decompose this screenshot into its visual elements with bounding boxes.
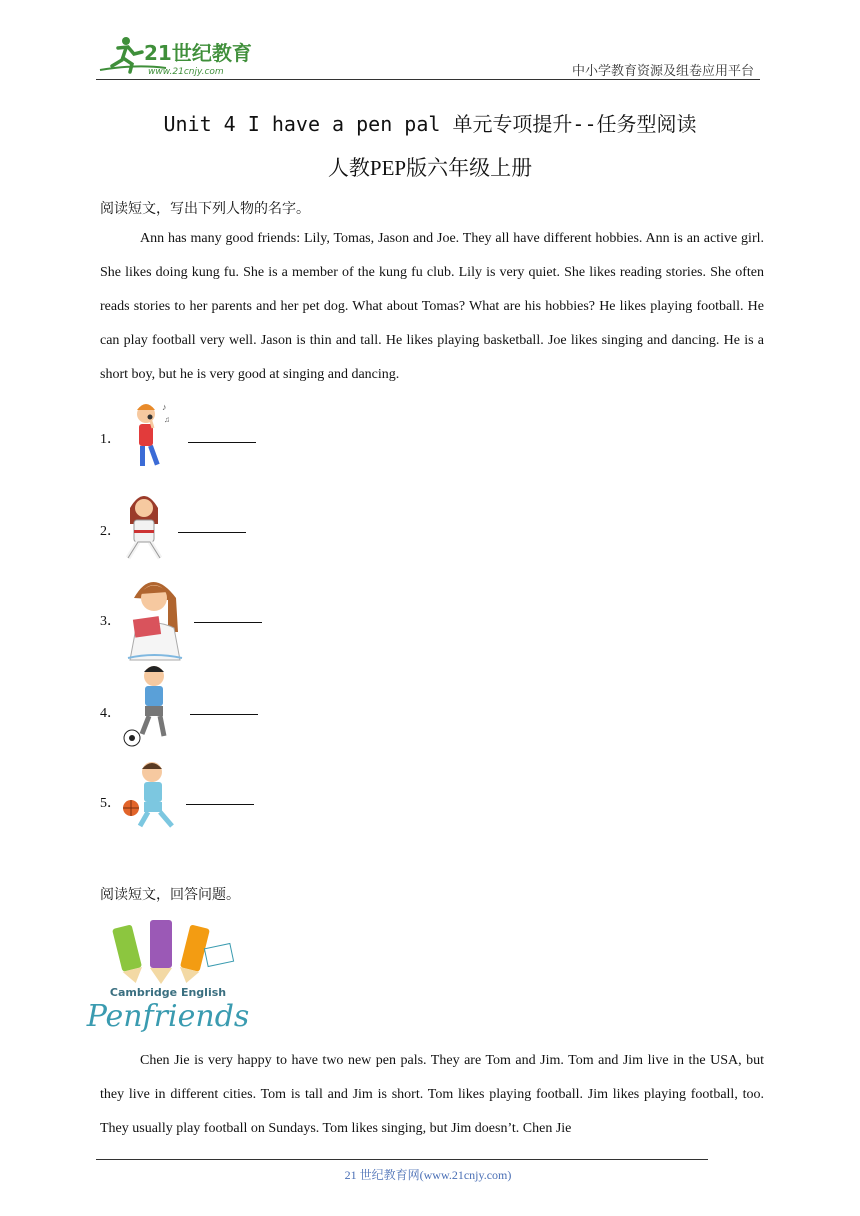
singing-boy-icon: [122, 400, 174, 476]
answer-blank-3[interactable]: [194, 622, 262, 623]
question-number: 5．: [100, 796, 121, 811]
svg-text:www.21cnjy.com: www.21cnjy.com: [148, 67, 224, 77]
svg-text:Penfriends: Penfriends: [86, 999, 250, 1034]
footer-divider: [96, 1159, 708, 1160]
section2-instruction: 阅读短文，回答问题。: [100, 888, 240, 903]
21cnjy-logo: [96, 34, 266, 78]
section1-instruction: 阅读短文，写出下列人物的名字。: [100, 202, 310, 217]
svg-text:♪: ♪: [162, 402, 167, 412]
question-number: 3．: [100, 614, 121, 629]
football-boy-icon: [120, 664, 180, 748]
footer-text[interactable]: 21 世纪教育网(www.21cnjy.com): [344, 1168, 512, 1182]
section1-passage: Ann has many good friends: Lily, Tomas, Jason and Joe. They all have different hobbies. Ann is an active girl. She likes doing kung fu. She is a member of the kung fu club. Lily is very quiet. She likes reading stories. She often reads stories to her parents and her pet dog. What about Tomas? What are his hobbies? He likes playing football. He can play football very well. Jason is thin and tall. He likes playing basketball. Joe likes singing and dancing. He is a short boy, but he is very good at singing and dancing.: [100, 231, 764, 382]
question-number: 2．: [100, 524, 121, 539]
section2-passage: Chen Jie is very happy to have two new pen pals. They are Tom and Jim. Tom and Jim live in the USA, but they live in different cities. Tom is tall and Jim is short. Tom likes playing football. Jim likes playing football, too. They usually play football on Sundays. Tom likes singing, but Jim doesn’t. Chen Jie: [100, 1053, 764, 1136]
platform-name: 中小学教育资源及组卷应用平台: [571, 63, 754, 78]
header-divider: [96, 79, 760, 80]
reading-girl-icon: [122, 572, 184, 660]
answer-blank-5[interactable]: [186, 804, 254, 805]
worksheet-title: Unit 4 I have a pen pal 单元专项提升--任务型阅读: [163, 112, 697, 136]
basketball-boy-icon: [120, 760, 182, 832]
answer-blank-2[interactable]: [178, 532, 246, 533]
svg-text:Cambridge English: Cambridge English: [109, 986, 227, 999]
page-header: [96, 30, 758, 80]
worksheet-subtitle: 人教PEP版六年级上册: [327, 156, 533, 180]
answer-blank-4[interactable]: [190, 714, 258, 715]
question-number: 1．: [100, 432, 121, 447]
kung-fu-girl-icon: [120, 490, 168, 564]
cambridge-penfriends-logo: [86, 912, 250, 1040]
question-number: 4．: [100, 706, 121, 721]
svg-text:♫: ♫: [164, 415, 170, 424]
svg-text:21世纪教育: 21世纪教育: [144, 41, 252, 65]
answer-blank-1[interactable]: [188, 442, 256, 443]
